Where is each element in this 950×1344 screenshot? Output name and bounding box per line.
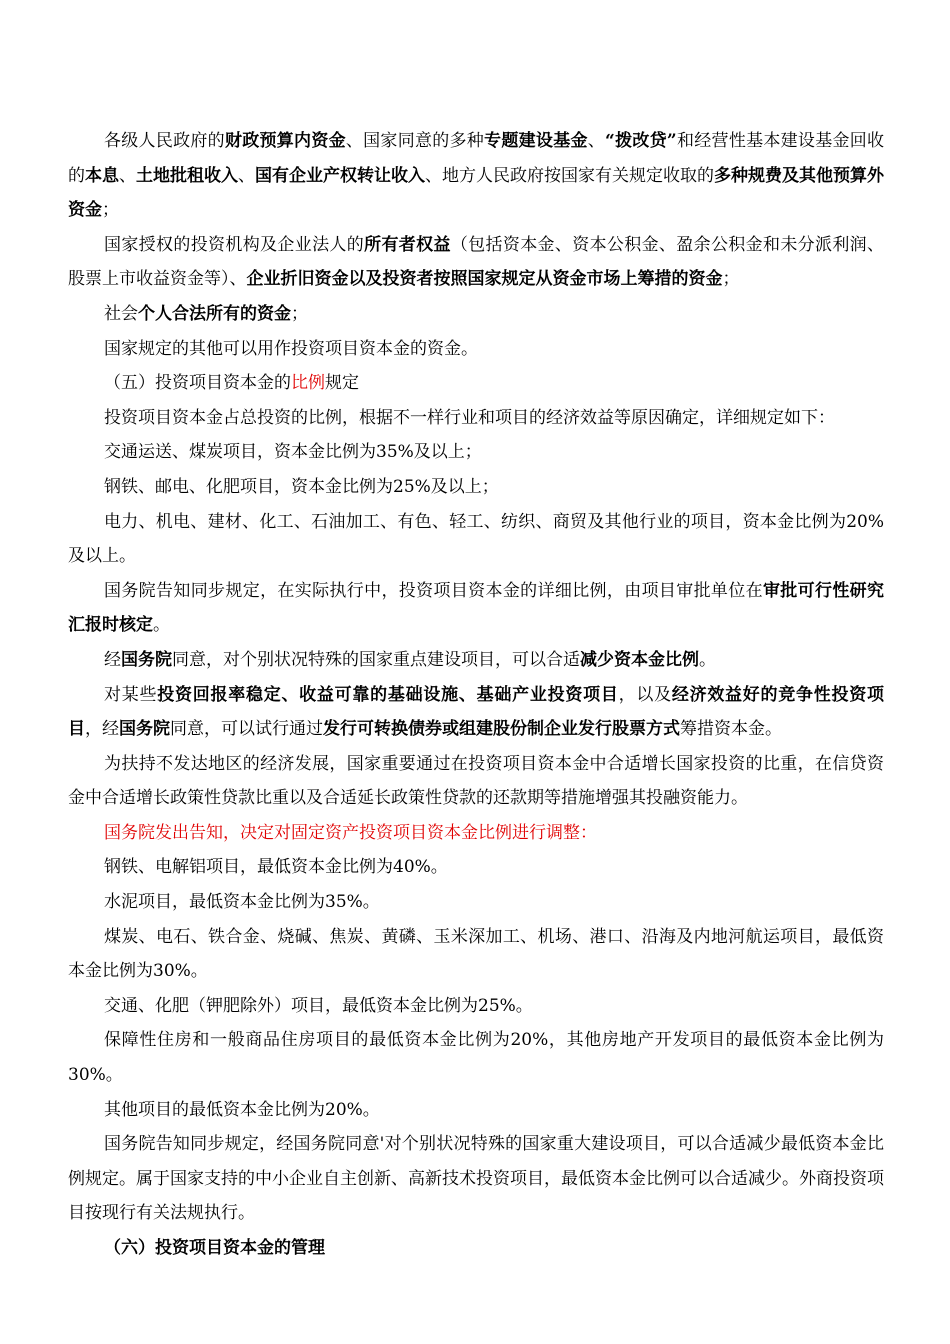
text-run: 规定 xyxy=(325,373,359,394)
paragraph-9 xyxy=(68,505,884,574)
text-run: 社会 xyxy=(104,303,138,324)
text-run: 、 xyxy=(587,131,606,151)
text-run: 国务院 xyxy=(121,649,172,670)
text-run: 比例 xyxy=(291,373,325,394)
text-run: 钢铁、邮电、化肥项目，资本金比例为25%及以上； xyxy=(104,476,499,497)
text-run: 国务院告知同步规定，在实际执行中，投资项目资本金的详细比例，由项目审批单位在 xyxy=(104,580,763,601)
text-run: 经 xyxy=(104,649,121,670)
paragraph-12 xyxy=(68,678,884,747)
text-run: 经济效益好的竞争性投资项目 xyxy=(68,684,885,740)
text-run: 钢铁、电解铝项目，最低资本金比例为40%。 xyxy=(104,857,448,878)
text-run: 审批可行性研究汇报时核定 xyxy=(68,580,884,636)
paragraph-3 xyxy=(68,297,884,332)
text-run: 电力、机电、建材、化工、石油加工、有色、轻工、纺织、商贸及其他行业的项目，资本金比例为20%及以上。 xyxy=(68,511,884,567)
text-run: （包括资本金、资本公积金、盈余公积金和未分派利润、股票上市收益资金等）、 xyxy=(68,234,885,290)
paragraph-14 xyxy=(68,816,884,851)
text-run: 个人合法所有的资金 xyxy=(138,303,291,324)
text-run: 各级人民政府的 xyxy=(104,131,225,151)
text-run: 同意，可以试行通过 xyxy=(170,719,323,740)
paragraph-6 xyxy=(68,401,884,436)
text-run: 多种规费及其他预算外资金 xyxy=(68,165,884,221)
text-run: 国家授权的投资机构及企业法人的 xyxy=(104,234,365,255)
paragraph-10 xyxy=(68,574,884,643)
text-run: 和经营性基本建设基金回收的 xyxy=(68,131,885,186)
text-run: 其他项目的最低资本金比例为20%。 xyxy=(104,1099,380,1120)
paragraph-8 xyxy=(68,470,884,505)
text-run: 企业折旧资金以及投资者按照国家规定从资金市场上筹措的资金 xyxy=(246,269,723,290)
text-run: 专题建设基金 xyxy=(484,131,588,151)
text-run: 交通、化肥（钾肥除外）项目，最低资本金比例为25%。 xyxy=(104,995,533,1016)
paragraph-19 xyxy=(68,1023,884,1092)
text-run: 投资回报率稳定、收益可靠的基础设施、基础产业投资项目 xyxy=(157,684,619,705)
paragraph-20 xyxy=(68,1093,884,1128)
text-run: 对某些 xyxy=(104,684,158,705)
document-body xyxy=(68,124,884,1266)
text-run: 国务院告知同步规定，经国务院同意'对个别状况特殊的国家重大建设项目，可以合适减少最低资本金比例规定。属于国家支持的中小企业自主创新、高新技术投资项目，最低资本金比例可以合适减少。外商投资项目按现行有关法规执行。 xyxy=(68,1134,884,1224)
text-run: 、 xyxy=(119,165,136,186)
text-run: 国务院 xyxy=(119,719,170,740)
paragraph-11 xyxy=(68,643,884,678)
text-run: 交通运送、煤炭项目，资本金比例为35%及以上； xyxy=(104,442,482,463)
paragraph-7 xyxy=(68,435,884,470)
text-run: ； xyxy=(102,200,119,221)
section-heading-5 xyxy=(68,366,884,401)
text-run: 国有企业产权转让收入 xyxy=(255,165,425,186)
text-run: 本息 xyxy=(85,165,119,186)
text-run: 、 xyxy=(238,165,255,186)
paragraph-13 xyxy=(68,747,884,816)
paragraph-1 xyxy=(68,124,884,228)
text-run: （六）投资项目资本金的管理 xyxy=(104,1238,325,1258)
text-run: ； xyxy=(291,303,308,324)
text-run: 同意，对个别状况特殊的国家重点建设项目，可以合适 xyxy=(172,649,580,670)
text-run: ； xyxy=(722,269,740,290)
paragraph-18 xyxy=(68,989,884,1024)
section-heading-6 xyxy=(68,1231,884,1266)
text-run: 国务院发出告知，决定对固定资产投资项目资本金比例进行调整： xyxy=(104,822,597,843)
text-run: 保障性住房和一般商品住房项目的最低资本金比例为20%，其他房地产开发项目的最低资本金比例为30%。 xyxy=(68,1030,884,1086)
text-run: 。 xyxy=(153,615,170,636)
paragraph-17 xyxy=(68,920,884,989)
text-run: 发行可转换债券或组建股份制企业发行股票方式 xyxy=(323,719,680,740)
text-run: ，以及 xyxy=(618,684,672,705)
text-run: 投资项目资本金占总投资的比例，根据不一样行业和项目的经济效益等原因确定，详细规定如下： xyxy=(104,407,835,428)
text-run: 土地批租收入 xyxy=(136,165,238,186)
paragraph-21 xyxy=(68,1127,884,1231)
paragraph-15 xyxy=(68,850,884,885)
text-run: 水泥项目，最低资本金比例为35%。 xyxy=(104,892,380,913)
text-run: 、地方人民政府按国家有关规定收取的 xyxy=(425,165,714,186)
text-run: 。 xyxy=(699,649,716,670)
paragraph-16 xyxy=(68,885,884,920)
text-run: 国家规定的其他可以用作投资项目资本金的资金。 xyxy=(104,338,478,359)
text-run: （五）投资项目资本金的 xyxy=(104,373,291,394)
paragraph-4 xyxy=(68,332,884,367)
text-run: 、国家同意的多种 xyxy=(345,131,485,151)
text-run: 煤炭、电石、铁合金、烧碱、焦炭、黄磷、玉米深加工、机场、港口、沿海及内地河航运项目，最低资本金比例为30%。 xyxy=(68,926,884,982)
text-run: ，经 xyxy=(85,719,119,740)
text-run: 筹措资本金。 xyxy=(680,719,782,740)
text-run: 减少资本金比例 xyxy=(580,649,699,670)
text-run: 财政预算内资金 xyxy=(224,131,346,151)
paragraph-2 xyxy=(68,228,884,297)
text-run: 为扶持不发达地区的经济发展，国家重要通过在投资项目资本金中合适增长国家投资的比重，在信贷资金中合适增长政策性贷款比重以及合适延长政策性贷款的还款期等措施增强其投融资能力。 xyxy=(68,753,884,809)
text-run: “拨改贷” xyxy=(605,131,677,151)
text-run: 所有者权益 xyxy=(364,234,451,255)
